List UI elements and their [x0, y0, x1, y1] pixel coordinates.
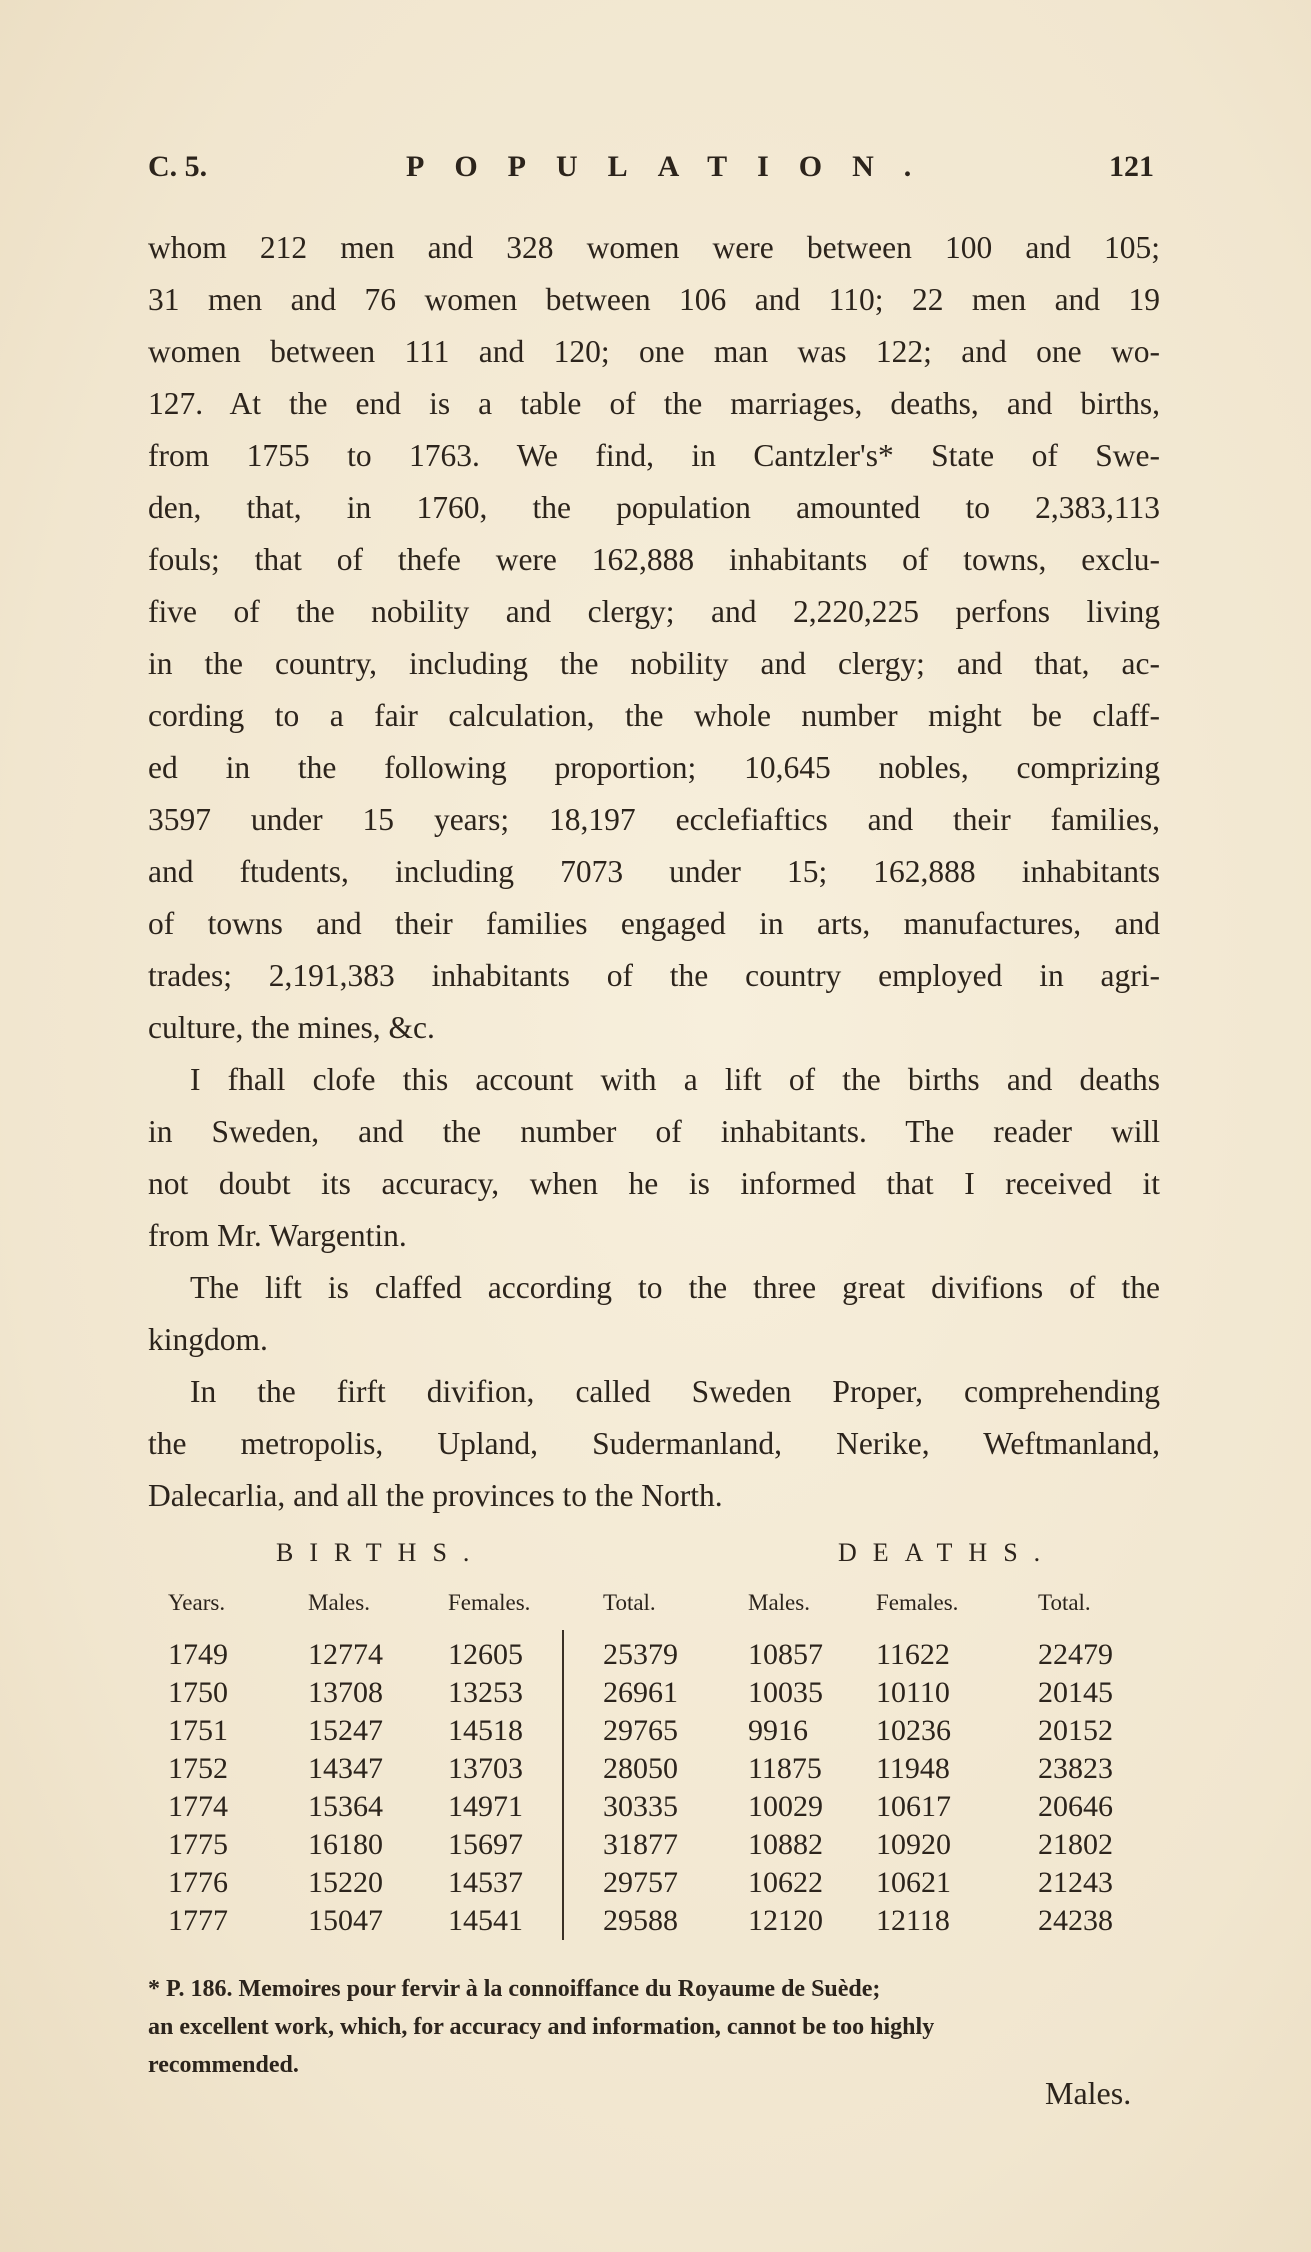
text-line: five of the nobility and clergy; and 2,220,225 perfons living: [148, 594, 1160, 629]
running-header: [148, 150, 1154, 190]
cell-births-females: 13253: [448, 1676, 523, 1709]
text-line: Dalecarlia, and all the provinces to the North.: [148, 1478, 723, 1513]
cell-births-females: 15697: [448, 1828, 523, 1861]
cell-births-total: 29765: [603, 1714, 678, 1747]
deaths-group-heading: DEATHS.: [838, 1538, 1057, 1567]
table-divider: [562, 1630, 564, 1940]
cell-births-total: 28050: [603, 1752, 678, 1785]
cell-year: 1750: [168, 1676, 228, 1709]
paragraph-1: [148, 222, 1160, 1054]
cell-births-total: 26961: [603, 1676, 678, 1709]
cell-year: 1751: [168, 1714, 228, 1747]
cell-births-total: 29757: [603, 1866, 678, 1899]
text-line: den, that, in 1760, the population amounted to 2,383,113: [148, 490, 1160, 525]
cell-births-total: 29588: [603, 1904, 678, 1937]
births-group-heading: BIRTHS.: [276, 1538, 486, 1567]
cell-births-females: 13703: [448, 1752, 523, 1785]
cell-births-total: 30335: [603, 1790, 678, 1823]
cell-deaths-total: 23823: [1038, 1752, 1113, 1785]
cell-deaths-total: 24238: [1038, 1904, 1113, 1937]
col-header-births-males: Males.: [308, 1590, 370, 1615]
chapter-ref: C. 5.: [148, 150, 208, 183]
cell-deaths-males: 11875: [748, 1752, 822, 1785]
cell-year: 1777: [168, 1904, 228, 1937]
cell-deaths-total: 20646: [1038, 1790, 1113, 1823]
cell-deaths-total: 20152: [1038, 1714, 1113, 1747]
text-line: cording to a fair calculation, the whole number might be claff-: [148, 698, 1160, 733]
cell-births-males: 13708: [308, 1676, 383, 1709]
cell-births-females: 14541: [448, 1904, 523, 1937]
text-line: whom 212 men and 328 women were between 100 and 105;: [148, 230, 1160, 265]
cell-births-males: 15220: [308, 1866, 383, 1899]
text-line: not doubt its accuracy, when he is informed that I received it: [148, 1166, 1160, 1201]
page-number: 121: [1109, 150, 1154, 183]
cell-deaths-total: 21802: [1038, 1828, 1113, 1861]
text-line: ed in the following proportion; 10,645 nobles, comprizing: [148, 750, 1160, 785]
cell-births-females: 14971: [448, 1790, 523, 1823]
paragraph-3: [148, 1262, 1160, 1366]
cell-births-total: 31877: [603, 1828, 678, 1861]
col-header-births-females: Females.: [448, 1590, 531, 1615]
col-header-years: Years.: [168, 1590, 226, 1615]
cell-deaths-males: 10035: [748, 1676, 823, 1709]
cell-deaths-females: 10110: [876, 1676, 950, 1709]
cell-births-males: 14347: [308, 1752, 383, 1785]
catchword: Males.: [1045, 2075, 1132, 2111]
cell-deaths-females: 11622: [876, 1638, 950, 1671]
footnote-line: recommended.: [148, 2052, 299, 2078]
cell-deaths-females: 11948: [876, 1752, 950, 1785]
cell-births-males: 15047: [308, 1904, 383, 1937]
cell-deaths-total: 22479: [1038, 1638, 1113, 1671]
cell-births-females: 14537: [448, 1866, 523, 1899]
cell-year: 1752: [168, 1752, 228, 1785]
text-line: kingdom.: [148, 1322, 268, 1357]
cell-deaths-total: 21243: [1038, 1866, 1113, 1899]
cell-births-males: 12774: [308, 1638, 383, 1671]
paragraph-2: [148, 1054, 1160, 1262]
text-line: in Sweden, and the number of inhabitants. The reader will: [148, 1114, 1160, 1149]
cell-year: 1749: [168, 1638, 228, 1671]
cell-deaths-males: 10882: [748, 1828, 823, 1861]
footnote: [148, 1970, 1160, 2084]
col-header-births-total: Total.: [603, 1590, 656, 1615]
cell-births-males: 15247: [308, 1714, 383, 1747]
text-line: 3597 under 15 years; 18,197 ecclefiaftics and their families,: [148, 802, 1160, 837]
col-header-deaths-females: Females.: [876, 1590, 959, 1615]
cell-births-females: 12605: [448, 1638, 523, 1671]
cell-deaths-males: 9916: [748, 1714, 808, 1747]
cell-year: 1776: [168, 1866, 228, 1899]
cell-deaths-females: 10236: [876, 1714, 951, 1747]
text-line: culture, the mines, &c.: [148, 1010, 435, 1045]
cell-deaths-females: 10920: [876, 1828, 951, 1861]
col-header-deaths-males: Males.: [748, 1590, 810, 1615]
cell-year: 1774: [168, 1790, 228, 1823]
text-line: I fhall clofe this account with a lift of the births and deaths: [190, 1062, 1160, 1097]
text-line: from 1755 to 1763. We find, in Cantzler's* State of Swe-: [148, 438, 1160, 473]
text-line: from Mr. Wargentin.: [148, 1218, 407, 1253]
cell-deaths-females: 12118: [876, 1904, 950, 1937]
footnote-line: * P. 186. Memoires pour fervir à la connoiffance du Royaume de Suède;: [148, 1976, 881, 2002]
text-line: 127. At the end is a table of the marriages, deaths, and births,: [148, 386, 1160, 421]
col-header-deaths-total: Total.: [1038, 1590, 1091, 1615]
cell-deaths-females: 10621: [876, 1866, 951, 1899]
cell-births-total: 25379: [603, 1638, 678, 1671]
cell-births-males: 15364: [308, 1790, 383, 1823]
cell-deaths-males: 10029: [748, 1790, 823, 1823]
cell-deaths-total: 20145: [1038, 1676, 1113, 1709]
cell-deaths-males: 10622: [748, 1866, 823, 1899]
text-line: women between 111 and 120; one man was 122; and one wo-: [148, 334, 1160, 369]
text-line: The lift is claffed according to the three great divifions of the: [190, 1270, 1160, 1305]
cell-year: 1775: [168, 1828, 228, 1861]
cell-deaths-males: 12120: [748, 1904, 823, 1937]
text-line: In the firft divifion, called Sweden Proper, comprehending: [190, 1374, 1160, 1409]
page-title: POPULATION.: [406, 150, 942, 183]
paragraph-4: [148, 1366, 1160, 1522]
text-line: the metropolis, Upland, Sudermanland, Nerike, Weftmanland,: [148, 1426, 1160, 1461]
text-line: trades; 2,191,383 inhabitants of the country employed in agri-: [148, 958, 1160, 993]
footnote-line: an excellent work, which, for accuracy and information, cannot be too highly: [148, 2014, 935, 2040]
cell-births-females: 14518: [448, 1714, 523, 1747]
cell-deaths-males: 10857: [748, 1638, 823, 1671]
text-line: of towns and their families engaged in arts, manufactures, and: [148, 906, 1160, 941]
text-line: 31 men and 76 women between 106 and 110; 22 men and 19: [148, 282, 1160, 317]
text-line: fouls; that of thefe were 162,888 inhabitants of towns, exclu-: [148, 542, 1160, 577]
cell-births-males: 16180: [308, 1828, 383, 1861]
cell-deaths-females: 10617: [876, 1790, 951, 1823]
text-line: in the country, including the nobility and clergy; and that, ac-: [148, 646, 1160, 681]
text-line: and ftudents, including 7073 under 15; 162,888 inhabitants: [148, 854, 1160, 889]
